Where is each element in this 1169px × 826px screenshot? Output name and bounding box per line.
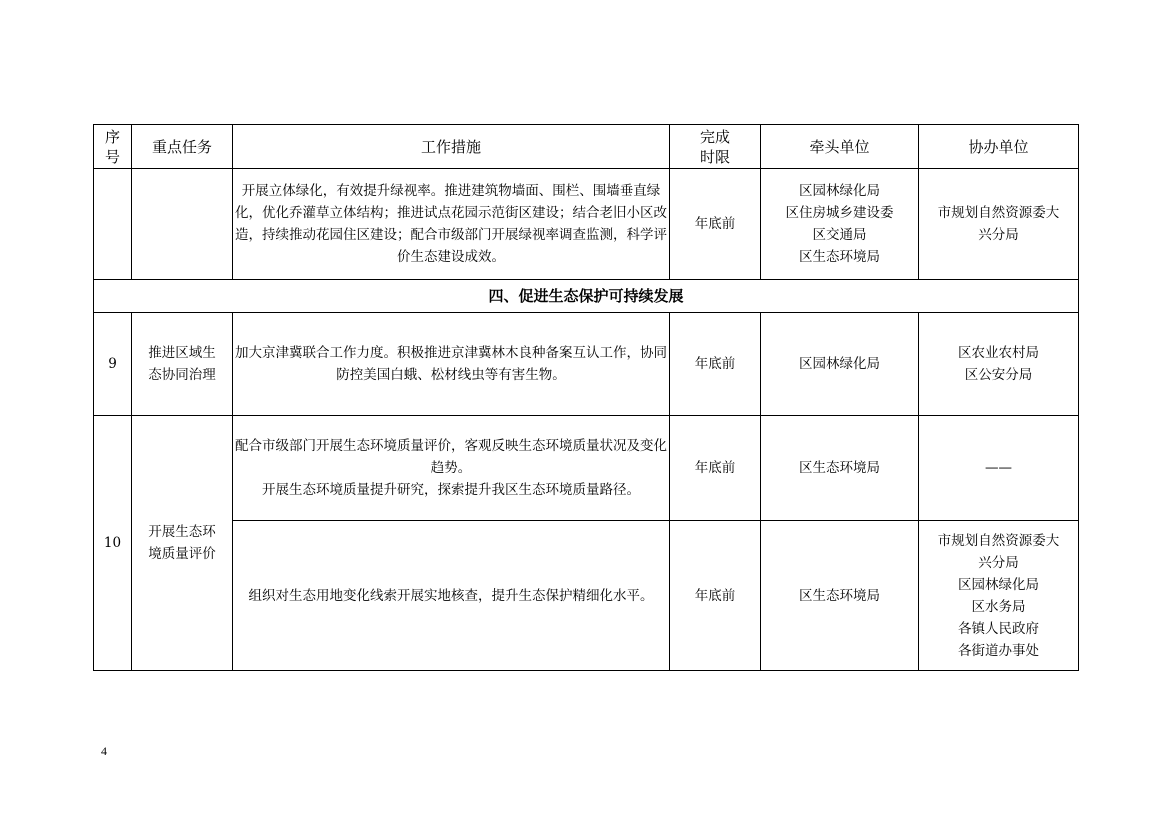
header-seq: 序 号 bbox=[94, 125, 132, 169]
table-row-10a bbox=[94, 416, 1079, 521]
work-plan-table bbox=[93, 124, 1079, 671]
assist-unit-cell: —— bbox=[919, 416, 1079, 521]
seq-cell: 10 bbox=[94, 416, 132, 671]
table-row-continued bbox=[94, 169, 1079, 280]
table-row-9 bbox=[94, 313, 1079, 416]
header-assist-unit: 协办单位 bbox=[919, 125, 1079, 169]
table-row-10b bbox=[94, 521, 1079, 671]
lead-unit-cell: 区生态环境局 bbox=[761, 521, 919, 671]
measures-cell: 加大京津冀联合工作力度。积极推进京津冀林木良种备案互认工作，协同防控美国白蛾、松材线虫等有害生物。 bbox=[233, 313, 670, 416]
seq-cell-empty bbox=[94, 169, 132, 280]
measures-cell: 开展立体绿化，有效提升绿视率。推进建筑物墙面、围栏、围墙垂直绿化，优化乔灌草立体结构；推进试点花园示范街区建设；结合老旧小区改造，持续推动花园住区建设；配合市级部门开展绿视率调查监测，科学评价生态建设成效。 bbox=[233, 169, 670, 280]
assist-unit-cell: 市规划自然资源委大 兴分局 bbox=[919, 169, 1079, 280]
assist-unit-cell: 市规划自然资源委大 兴分局 区园林绿化局 区水务局 各镇人民政府 各街道办事处 bbox=[919, 521, 1079, 671]
section-title: 四、促进生态保护可持续发展 bbox=[94, 280, 1079, 313]
lead-unit-cell: 区生态环境局 bbox=[761, 416, 919, 521]
task-cell: 开展生态环 境质量评价 bbox=[132, 416, 233, 671]
measures-cell: 配合市级部门开展生态环境质量评价，客观反映生态环境质量状况及变化趋势。 开展生态环境质量提升研究，探索提升我区生态环境质量路径。 bbox=[233, 416, 670, 521]
header-measures: 工作措施 bbox=[233, 125, 670, 169]
page-number: 4 bbox=[101, 744, 107, 758]
deadline-cell: 年底前 bbox=[670, 169, 761, 280]
deadline-cell: 年底前 bbox=[670, 313, 761, 416]
task-cell-empty bbox=[132, 169, 233, 280]
assist-unit-cell: 区农业农村局 区公安分局 bbox=[919, 313, 1079, 416]
lead-unit-cell: 区园林绿化局 bbox=[761, 313, 919, 416]
header-lead-unit: 牵头单位 bbox=[761, 125, 919, 169]
deadline-cell: 年底前 bbox=[670, 521, 761, 671]
header-deadline: 完成 时限 bbox=[670, 125, 761, 169]
seq-cell: 9 bbox=[94, 313, 132, 416]
header-task: 重点任务 bbox=[132, 125, 233, 169]
header-row bbox=[94, 125, 1079, 169]
lead-unit-cell: 区园林绿化局 区住房城乡建设委 区交通局 区生态环境局 bbox=[761, 169, 919, 280]
deadline-cell: 年底前 bbox=[670, 416, 761, 521]
task-cell: 推进区域生 态协同治理 bbox=[132, 313, 233, 416]
measures-cell: 组织对生态用地变化线索开展实地核查，提升生态保护精细化水平。 bbox=[233, 521, 670, 671]
section-row bbox=[94, 280, 1079, 313]
